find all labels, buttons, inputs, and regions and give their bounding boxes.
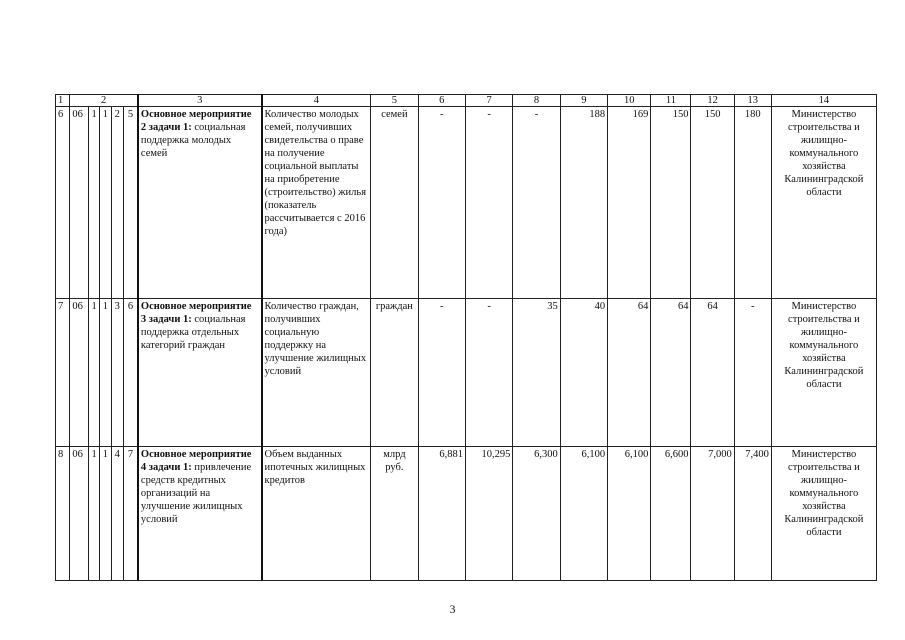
code-cell: 06 <box>70 447 89 581</box>
unit-cell: граждан <box>371 299 418 447</box>
header-cell: 8 <box>513 95 560 107</box>
event-title: Основное мероприятие 2 задачи 1: <box>140 109 252 133</box>
value-cell: 6,881 <box>418 447 465 581</box>
header-cell: 10 <box>608 95 651 107</box>
value-cell: - <box>418 299 465 447</box>
header-cell: 5 <box>371 95 418 107</box>
page-number: 3 <box>449 602 456 616</box>
value-cell: - <box>513 107 560 299</box>
event-cell <box>138 299 262 447</box>
indicator-cell: Объем выданных ипотечных жилищных кредитов <box>262 447 371 581</box>
code-cell: 2 <box>111 107 123 299</box>
value-cell: 6,300 <box>513 447 560 581</box>
header-cell: 7 <box>465 95 512 107</box>
code-cell: 7 <box>123 447 137 581</box>
value-cell: 188 <box>560 107 607 299</box>
event-description: привлечение средств кредитных организаций на улучшение жилищных условий <box>140 462 252 525</box>
value-cell: 7,000 <box>691 447 734 581</box>
event-cell <box>138 447 262 581</box>
value-cell: 180 <box>734 107 771 299</box>
value-cell: - <box>465 299 512 447</box>
code-cell: 1 <box>88 107 99 299</box>
value-cell: 7,400 <box>734 447 771 581</box>
value-cell: 64 <box>691 299 734 447</box>
event-cell <box>138 107 262 299</box>
value-cell: 35 <box>513 299 560 447</box>
code-cell: 6 <box>123 299 137 447</box>
header-cell: 9 <box>560 95 607 107</box>
code-cell: 06 <box>70 107 89 299</box>
event-title: Основное мероприятие 4 задачи 1: <box>140 449 252 473</box>
value-cell: 64 <box>608 299 651 447</box>
header-cell: 3 <box>138 95 262 107</box>
header-cell: 2 <box>70 95 138 107</box>
value-cell: 150 <box>651 107 691 299</box>
executor-cell: Министерство строительства и жилищно-коммунального хозяйства Калининградской области <box>771 447 876 581</box>
value-cell: 6,100 <box>560 447 607 581</box>
event-description: социальная поддержка отдельных категорий граждан <box>140 314 246 351</box>
value-cell: 64 <box>651 299 691 447</box>
code-cell: 1 <box>100 107 111 299</box>
unit-cell: семей <box>371 107 418 299</box>
event-description: социальная поддержка молодых семей <box>140 122 246 159</box>
header-cell: 1 <box>56 95 70 107</box>
code-cell: 06 <box>70 299 89 447</box>
header-cell: 4 <box>262 95 371 107</box>
value-cell: 10,295 <box>465 447 512 581</box>
executor-cell: Министерство строительства и жилищно-коммунального хозяйства Калининградской области <box>771 107 876 299</box>
value-cell: 6,600 <box>651 447 691 581</box>
header-cell: 13 <box>734 95 771 107</box>
value-cell: 6,100 <box>608 447 651 581</box>
code-cell: 1 <box>100 447 111 581</box>
value-cell: - <box>734 299 771 447</box>
value-cell: - <box>465 107 512 299</box>
header-cell: 14 <box>771 95 876 107</box>
header-cell: 6 <box>418 95 465 107</box>
header-cell: 12 <box>691 95 734 107</box>
value-cell: - <box>418 107 465 299</box>
value-cell: 150 <box>691 107 734 299</box>
unit-cell: млрд руб. <box>371 447 418 581</box>
code-cell: 1 <box>100 299 111 447</box>
event-title: Основное мероприятие 3 задачи 1: <box>140 301 252 325</box>
header-row <box>56 95 877 107</box>
header-cell: 11 <box>651 95 691 107</box>
table-row <box>56 447 877 581</box>
row-number: 8 <box>56 447 70 581</box>
code-cell: 5 <box>123 107 137 299</box>
value-cell: 40 <box>560 299 607 447</box>
indicator-cell: Количество граждан, получивших социальную поддержку на улучшение жилищных условий <box>262 299 371 447</box>
row-number: 6 <box>56 107 70 299</box>
table-row <box>56 107 877 299</box>
indicator-cell: Количество молодых семей, получивших свидетельства о праве на получение социальной выплаты на приобретение (строительство) жилья (показатель рассчитывается с 2016 года) <box>262 107 371 299</box>
code-cell: 1 <box>88 299 99 447</box>
value-cell: 169 <box>608 107 651 299</box>
code-cell: 4 <box>111 447 123 581</box>
indicators-table <box>55 94 877 581</box>
table-row <box>56 299 877 447</box>
code-cell: 3 <box>111 299 123 447</box>
code-cell: 1 <box>88 447 99 581</box>
executor-cell: Министерство строительства и жилищно-коммунального хозяйства Калининградской области <box>771 299 876 447</box>
row-number: 7 <box>56 299 70 447</box>
